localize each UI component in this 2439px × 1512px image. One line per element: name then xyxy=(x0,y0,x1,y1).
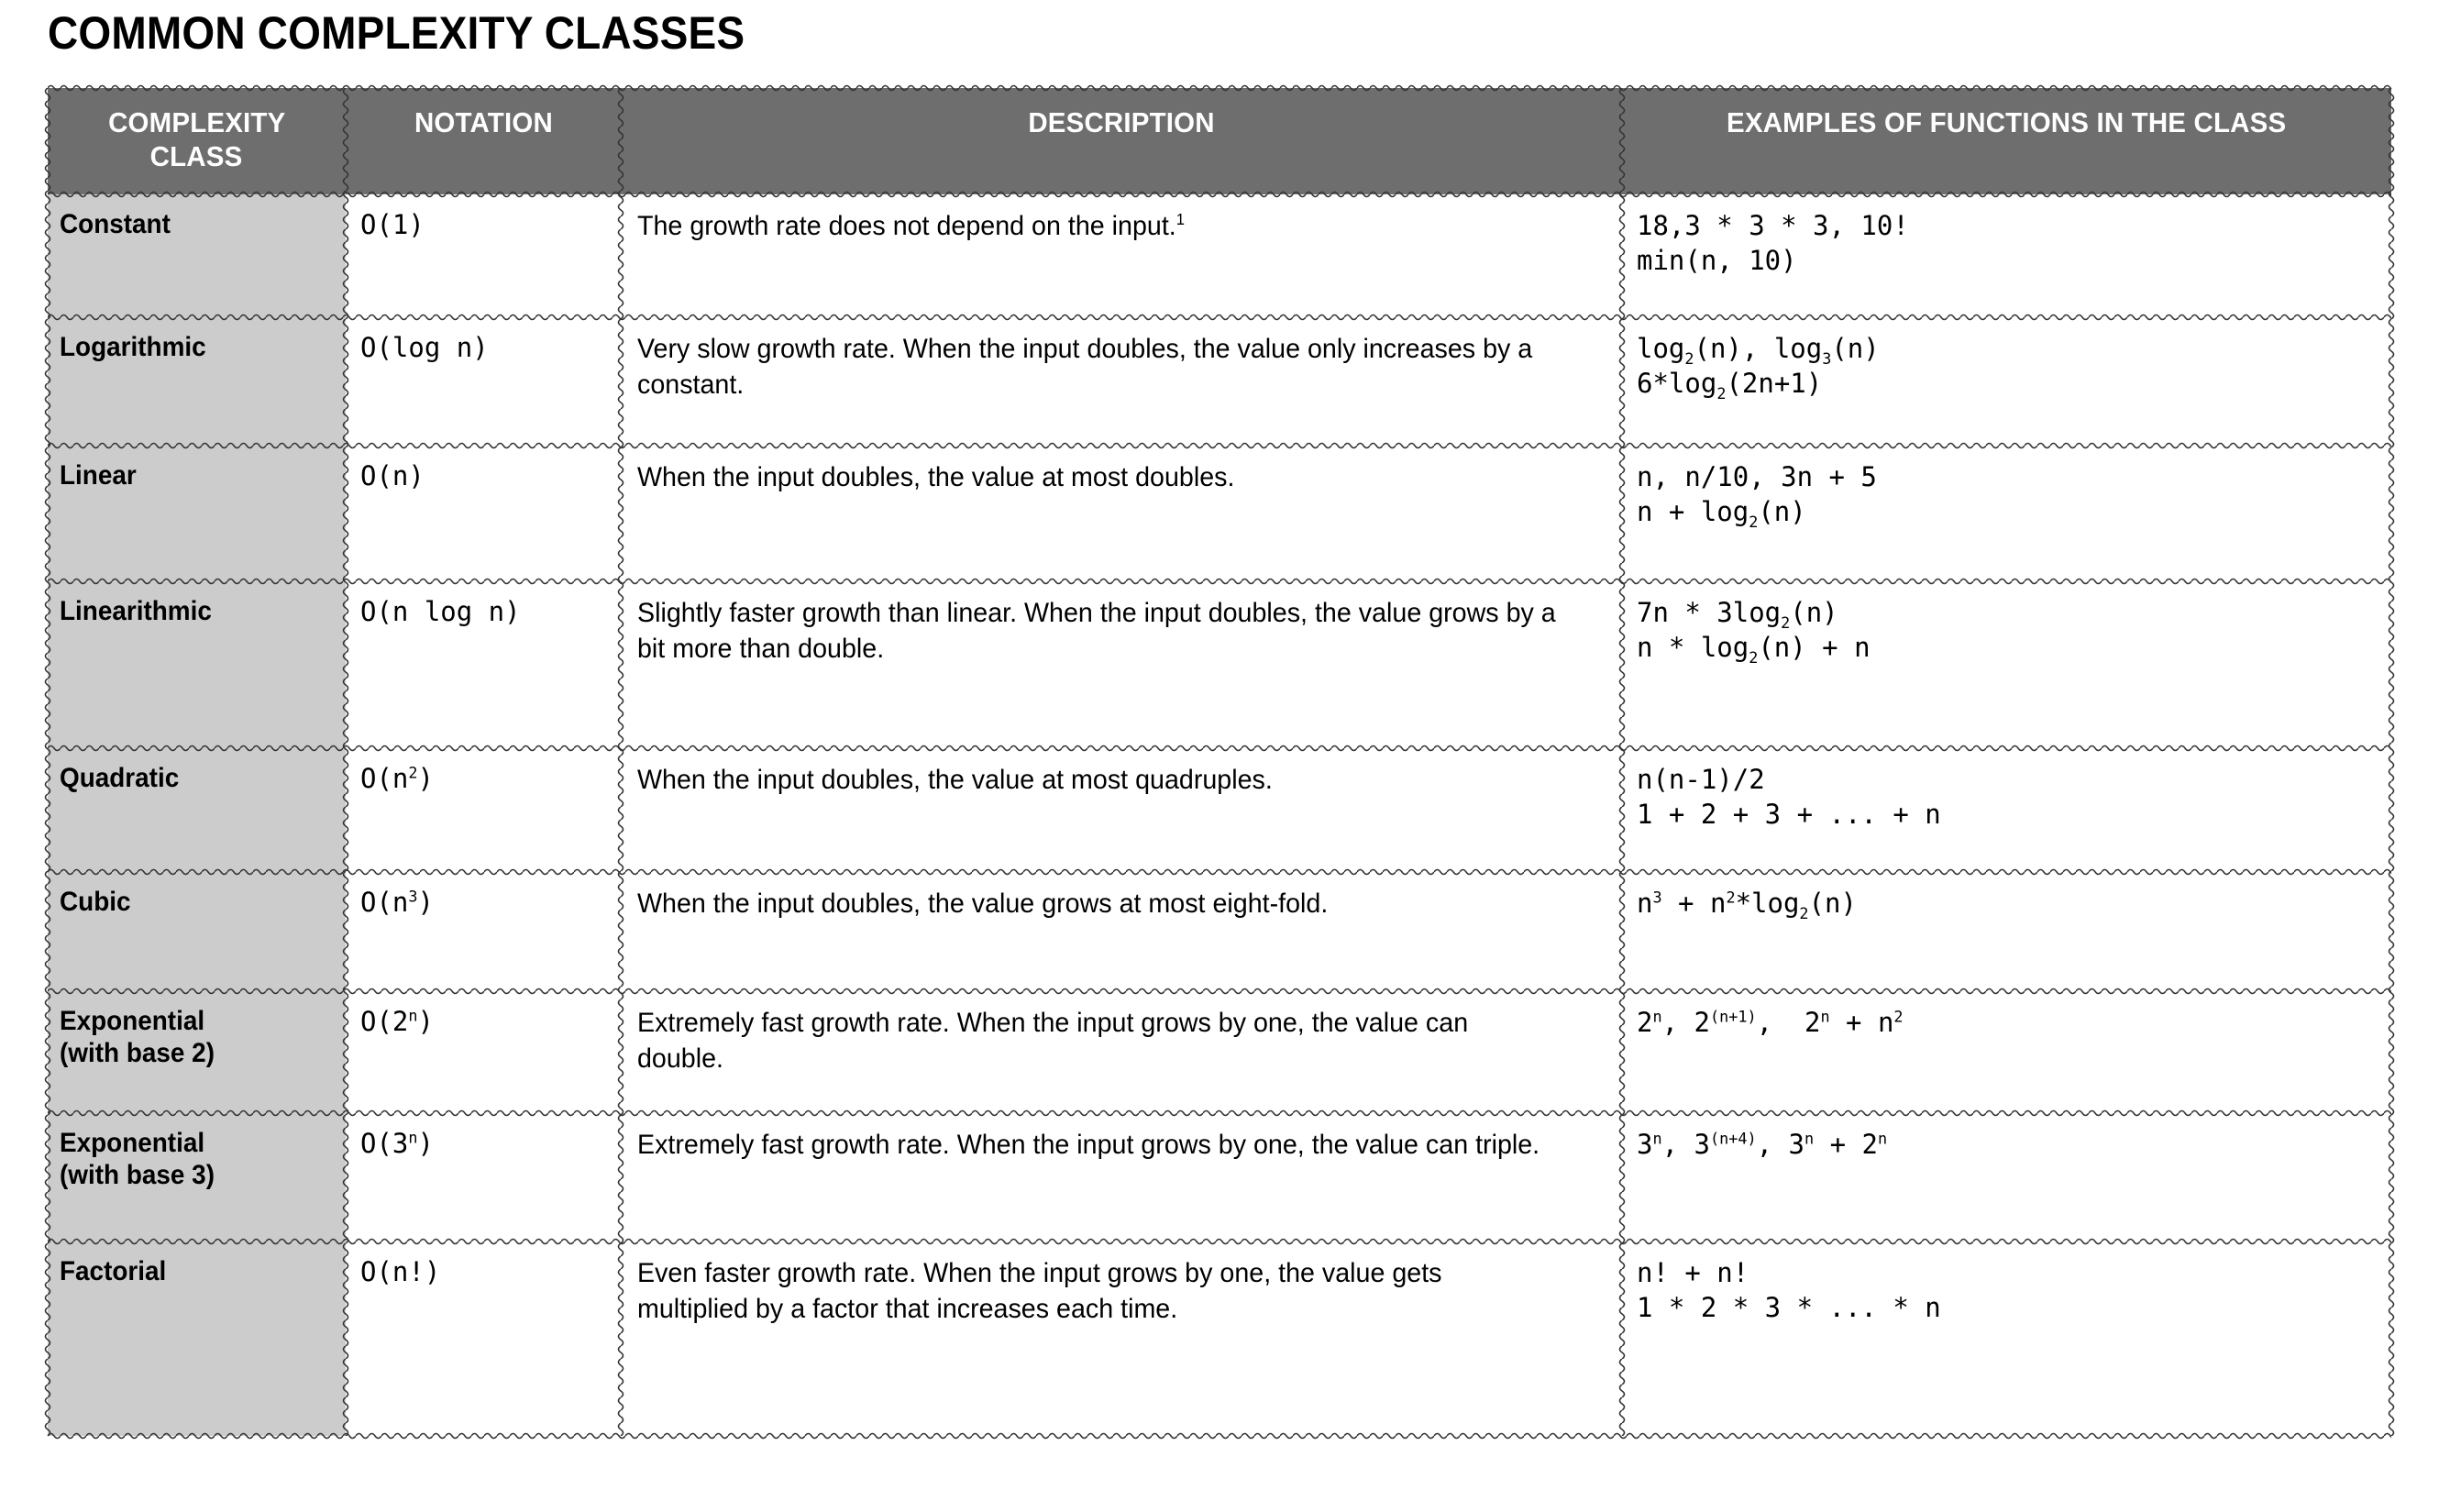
cell-description: When the input doubles, the value at most doubles. xyxy=(621,446,1622,581)
cell-description: The growth rate does not depend on the input.$^1$ xyxy=(621,194,1622,317)
cell-examples: $n^3 + n^2*\log_2(n)$ xyxy=(1622,872,2391,991)
column-header-complexity-class xyxy=(48,88,346,194)
complexity-class-name: Quadratic xyxy=(60,763,180,793)
complexity-class-name: Factorial xyxy=(60,1256,167,1286)
cell-notation: O(3$^n$) xyxy=(346,1113,621,1242)
cell-notation: O(n!) xyxy=(346,1242,621,1436)
complexity-class-name: Linearithmic xyxy=(60,596,212,626)
column-header-notation xyxy=(346,88,621,194)
table-header xyxy=(48,88,2391,194)
table-row xyxy=(48,872,2391,991)
cell-description: Even faster growth rate. When the input grows by one, the value gets multiplied by a factor that increases each time. xyxy=(621,1242,1622,1436)
column-header-examples-label: EXAMPLES OF FUNCTIONS IN THE CLASS xyxy=(1727,106,2287,138)
cell-complexity-class xyxy=(48,194,346,317)
complexity-class-name: Cubic xyxy=(60,887,131,917)
complexity-classes-table-container xyxy=(48,88,2391,1465)
complexity-class-name: Constant xyxy=(60,209,171,239)
cell-description: Extremely fast growth rate. When the input grows by one, the value can triple. xyxy=(621,1113,1622,1242)
complexity-class-subtitle: (with base 2) xyxy=(60,1038,215,1069)
table-row xyxy=(48,581,2391,748)
cell-examples: 18,3 * 3 * 3, 10! min(n, 10) xyxy=(1622,194,2391,317)
column-header-examples xyxy=(1622,88,2391,194)
table-row xyxy=(48,194,2391,317)
table-header-row xyxy=(48,88,2391,194)
column-header-description-label: DESCRIPTION xyxy=(1028,106,1215,138)
cell-description: Extremely fast growth rate. When the input grows by one, the value can double. xyxy=(621,991,1622,1113)
table-row xyxy=(48,748,2391,872)
table-row xyxy=(48,1242,2391,1436)
table-row xyxy=(48,991,2391,1113)
column-header-description xyxy=(621,88,1622,194)
cell-complexity-class xyxy=(48,872,346,991)
cell-complexity-class xyxy=(48,1242,346,1436)
cell-complexity-class xyxy=(48,1113,346,1242)
column-header-complexity-class-line2: CLASS xyxy=(150,139,243,172)
cell-examples: n, n/10, 3n + 5 $n + \log_2(n)$ xyxy=(1622,446,2391,581)
cell-examples: 2$^n$, $2^{(n+1)}$, $2^n + n^2$ xyxy=(1622,991,2391,1113)
cell-description: When the input doubles, the value grows at most eight-fold. xyxy=(621,872,1622,991)
table-body xyxy=(48,194,2391,1436)
table-row xyxy=(48,446,2391,581)
cell-examples: $\log_2(n)$, $\log_3(n)$ $6*\log_2(2n+1)$ xyxy=(1622,317,2391,446)
complexity-classes-table xyxy=(48,88,2391,1436)
cell-examples: n(n-1)/2 1 + 2 + 3 + ... + n xyxy=(1622,748,2391,872)
cell-examples: $7n * 3\log_2(n)$ $n * \log_2(n) + n$ xyxy=(1622,581,2391,748)
complexity-class-name: Logarithmic xyxy=(60,332,206,362)
page-title: COMMON COMPLEXITY CLASSES xyxy=(48,7,745,59)
complexity-class-name: Exponential xyxy=(60,1128,205,1158)
cell-notation: O(n) xyxy=(346,446,621,581)
cell-examples: n! + n! 1 * 2 * 3 * ... * n xyxy=(1622,1242,2391,1436)
complexity-class-name: Linear xyxy=(60,460,137,491)
cell-complexity-class xyxy=(48,581,346,748)
cell-description: Slightly faster growth than linear. When the input doubles, the value grows by a bit more than double. xyxy=(621,581,1622,748)
cell-description: Very slow growth rate. When the input doubles, the value only increases by a constant. xyxy=(621,317,1622,446)
cell-complexity-class xyxy=(48,991,346,1113)
complexity-class-subtitle: (with base 3) xyxy=(60,1160,215,1191)
cell-notation: O(n log n) xyxy=(346,581,621,748)
complexity-class-name: Exponential xyxy=(60,1006,205,1036)
table-row xyxy=(48,317,2391,446)
cell-complexity-class xyxy=(48,748,346,872)
cell-description: When the input doubles, the value at most quadruples. xyxy=(621,748,1622,872)
cell-complexity-class xyxy=(48,446,346,581)
cell-notation: O(log n) xyxy=(346,317,621,446)
cell-notation: $O(n^2)$ xyxy=(346,748,621,872)
cell-notation: $O(n^3)$ xyxy=(346,872,621,991)
cell-examples: 3$^n$, $3^{(n+4)}$, $3^n + 2^n$ xyxy=(1622,1113,2391,1242)
table-row xyxy=(48,1113,2391,1242)
cell-notation: O(1) xyxy=(346,194,621,317)
cell-notation: O(2$^n$) xyxy=(346,991,621,1113)
column-header-complexity-class-line1: COMPLEXITY xyxy=(107,106,286,138)
cell-complexity-class xyxy=(48,317,346,446)
column-header-notation-label: NOTATION xyxy=(414,106,553,138)
